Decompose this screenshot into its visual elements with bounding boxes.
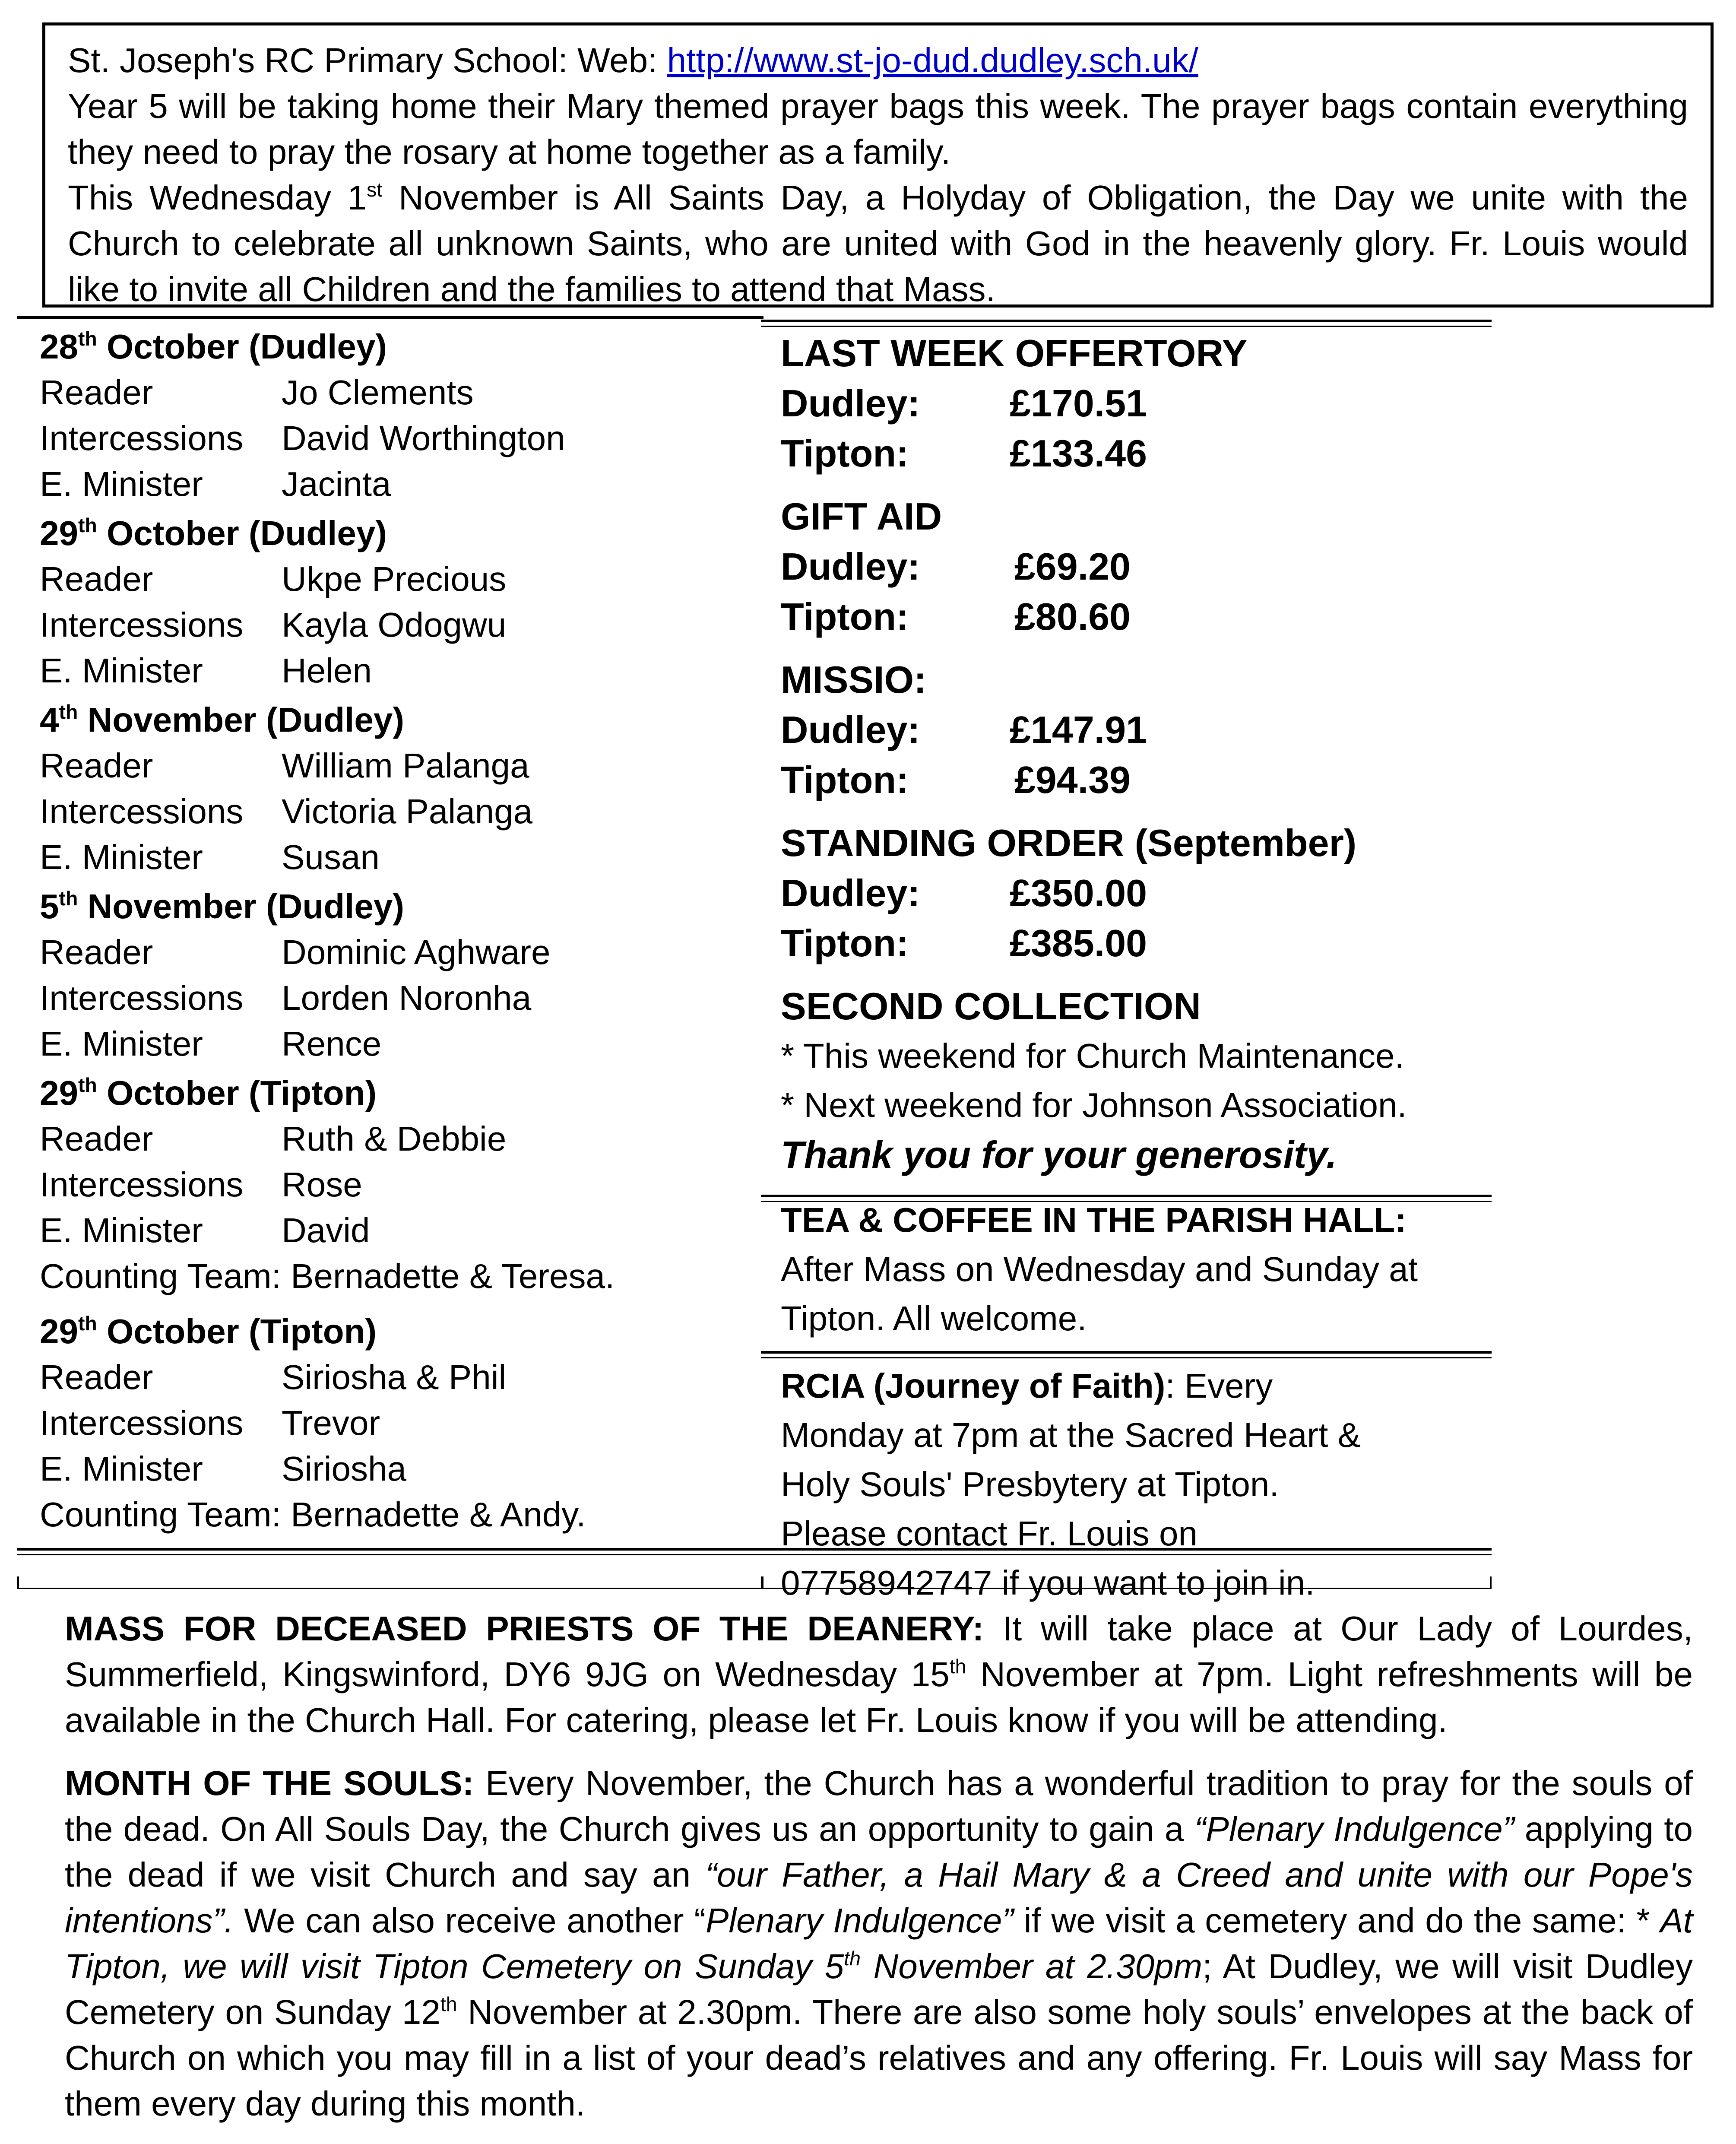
intercessions-name: David Worthington	[282, 419, 565, 457]
rcia-notice	[781, 1361, 1385, 1608]
reader-label: Reader	[40, 1358, 153, 1396]
collection-line: * This weekend for Church Maintenance.	[781, 1037, 1404, 1075]
counting-team: Counting Team: Bernadette & Andy.	[40, 1495, 586, 1534]
money-value: £147.91	[1010, 708, 1147, 751]
intercessions-label: Intercessions	[40, 606, 244, 644]
intercessions-label: Intercessions	[40, 1404, 244, 1442]
money-value: £385.00	[1010, 922, 1147, 964]
minister-label: E. Minister	[40, 465, 203, 503]
money-value: £133.46	[1010, 432, 1147, 475]
rota-date: 29th October (Tipton)	[40, 1312, 377, 1351]
school-notice-box	[42, 22, 1714, 308]
minister-name: Siriosha	[282, 1449, 407, 1488]
bottom-notices	[65, 1606, 1693, 2144]
rota-block	[40, 511, 748, 694]
intercessions-label: Intercessions	[40, 979, 244, 1017]
divider-right-top-1	[761, 320, 1492, 322]
rota-date: 29th October (Tipton)	[40, 1074, 377, 1112]
rcia-text: : Every Monday at 7pm at the Sacred Heart & Holy Souls' Presbytery at Tipton. Please contact Fr. Louis on 07758942747 if you want to join in.	[781, 1367, 1361, 1602]
gift-aid-title: GIFT AID	[781, 495, 942, 538]
reader-name: Siriosha & Phil	[282, 1358, 507, 1396]
rota-date: 4th November (Dudley)	[40, 701, 404, 739]
money-label: Dudley:	[781, 872, 920, 914]
tick-mid	[761, 1576, 763, 1589]
money-label: Tipton:	[781, 432, 909, 475]
money-value: £350.00	[1010, 872, 1147, 914]
minister-name: Jacinta	[282, 465, 391, 503]
counting-team: Counting Team: Bernadette & Teresa.	[40, 1257, 615, 1295]
rcia-title: RCIA (Journey of Faith)	[781, 1367, 1166, 1405]
standing-order-section	[781, 818, 1489, 968]
intercessions-name: Rose	[282, 1165, 362, 1204]
money-label: Tipton:	[781, 595, 909, 638]
minister-name: David	[282, 1211, 370, 1250]
intercessions-label: Intercessions	[40, 419, 244, 457]
minister-label: E. Minister	[40, 1449, 203, 1488]
tea-coffee-text: After Mass on Wednesday and Sunday at Tipton. All welcome.	[781, 1250, 1418, 1338]
rota-block	[40, 697, 748, 880]
missio-section	[781, 655, 1489, 805]
minister-name: Susan	[282, 838, 380, 876]
money-value: £170.51	[1010, 382, 1147, 425]
intercessions-label: Intercessions	[40, 1165, 244, 1204]
minister-label: E. Minister	[40, 1211, 203, 1250]
thanks-text: Thank you for your generosity.	[781, 1133, 1337, 1176]
money-value: £94.39	[1014, 758, 1131, 801]
second-collection-section	[781, 981, 1489, 1180]
intercessions-label: Intercessions	[40, 792, 244, 831]
reader-label: Reader	[40, 1120, 153, 1158]
minister-name: Rence	[282, 1024, 382, 1063]
offertory-section	[781, 328, 1489, 479]
tick-right	[1490, 1576, 1492, 1589]
rota-block	[40, 1070, 748, 1299]
rota-block	[40, 1309, 748, 1538]
second-collection-title: SECOND COLLECTION	[781, 985, 1201, 1028]
standing-order-title: STANDING ORDER (September)	[781, 821, 1357, 864]
intercessions-name: Kayla Odogwu	[282, 606, 507, 644]
money-label: Tipton:	[781, 758, 909, 801]
gift-aid-section	[781, 492, 1489, 642]
minister-label: E. Minister	[40, 651, 203, 690]
prayer-bags-text: Year 5 will be taking home their Mary themed prayer bags this week. The prayer bags contain everything they need to pray the rosary at home together as a family.	[68, 87, 1688, 171]
rota-column	[40, 323, 748, 1538]
reader-name: Ruth & Debbie	[282, 1120, 507, 1158]
money-label: Tipton:	[781, 922, 909, 964]
minister-name: Helen	[282, 651, 372, 690]
reader-name: Dominic Aghware	[282, 933, 551, 971]
reader-name: Jo Clements	[282, 373, 474, 412]
all-saints-text: This Wednesday 1st November is All Saints Day, a Holyday of Obligation, the Day we unite with the Church to celebrate all unknown Saints, who are united with God in the heavenly glory. Fr. Louis would like to invite all Children and the families to attend that Mass.	[68, 178, 1688, 308]
rota-date: 5th November (Dudley)	[40, 887, 404, 926]
finance-column	[781, 328, 1489, 1608]
tea-coffee-title: TEA & COFFEE IN THE PARISH HALL:	[781, 1201, 1407, 1239]
tea-coffee-notice	[781, 1196, 1472, 1343]
minister-label: E. Minister	[40, 838, 203, 876]
divider-right-top-2	[761, 326, 1492, 327]
offertory-title: LAST WEEK OFFERTORY	[781, 332, 1248, 374]
month-of-souls-notice: MONTH OF THE SOULS: Every November, the Church has a wonderful tradition to pray for the souls of the dead. On All Souls Day, the Church gives us an opportunity to gain a “Plenary Indulgence” applying to the dead if we visit Church and say an “our Father, a Hail Mary & a Creed and unite with our Pope's intentions”. We can also receive another “Plenary Indulgence” if we visit a cemetery and do the same: * At Tipton, we will visit Tipton Cemetery on Sunday 5th November at 2.30pm; At Dudley, we will visit Dudley Cemetery on Sunday 12th November at 2.30pm. There are also some holy souls’ envelopes at the back of Church on which you may fill in a list of your dead’s relatives and any offering. Fr. Louis will say Mass for them every day during this month.	[65, 1764, 1693, 2123]
rota-date: 28th October (Dudley)	[40, 327, 387, 366]
money-value: £80.60	[1014, 595, 1131, 638]
school-web-line	[68, 38, 1688, 83]
tick-left	[17, 1576, 19, 1589]
intercessions-name: Lorden Noronha	[282, 979, 532, 1017]
money-label: Dudley:	[781, 545, 920, 588]
reader-label: Reader	[40, 373, 153, 412]
divider-left-top	[17, 316, 763, 319]
school-website-link[interactable]: http://www.st-jo-dud.dudley.sch.uk/	[667, 41, 1198, 79]
money-value: £69.20	[1014, 545, 1131, 588]
reader-name: William Palanga	[282, 746, 529, 785]
rota-block	[40, 324, 748, 507]
intercessions-name: Victoria Palanga	[282, 792, 533, 831]
deceased-priests-notice: MASS FOR DECEASED PRIESTS OF THE DEANERY: It will take place at Our Lady of Lourdes, Summerfield, Kingswinford, DY6 9JG on Wednesday 15th November at 7pm. Light refreshments will be available in the Church Hall. For catering, please let Fr. Louis know if you will be attending.	[65, 1609, 1693, 1739]
collection-line: * Next weekend for Johnson Association.	[781, 1086, 1407, 1124]
rota-date: 29th October (Dudley)	[40, 514, 387, 552]
school-label: St. Joseph's RC Primary School: Web:	[68, 41, 667, 79]
reader-name: Ukpe Precious	[282, 560, 507, 598]
money-label: Dudley:	[781, 382, 920, 425]
money-label: Dudley:	[781, 708, 920, 751]
reader-label: Reader	[40, 933, 153, 971]
reader-label: Reader	[40, 746, 153, 785]
intercessions-name: Trevor	[282, 1404, 380, 1442]
reader-label: Reader	[40, 560, 153, 598]
missio-title: MISSIO:	[781, 658, 927, 701]
rota-block	[40, 884, 748, 1067]
minister-label: E. Minister	[40, 1024, 203, 1063]
